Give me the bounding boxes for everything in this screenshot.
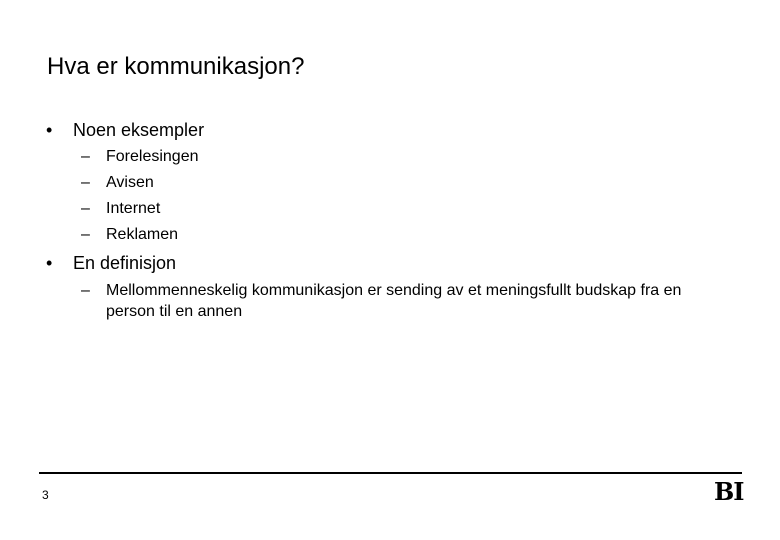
sub-item bbox=[81, 199, 160, 219]
bi-logo: BI bbox=[714, 477, 744, 506]
sub-item bbox=[81, 280, 731, 322]
dash-icon: – bbox=[81, 148, 90, 165]
sub-item-label: Avisen bbox=[106, 174, 154, 191]
slide-title: Hva er kommunikasjon? bbox=[47, 53, 305, 80]
bullet-label: En definisjon bbox=[73, 253, 177, 273]
dash-icon: – bbox=[81, 282, 90, 299]
dash-icon: – bbox=[81, 200, 90, 217]
bullet-item-definition bbox=[46, 252, 176, 274]
dash-icon: – bbox=[81, 174, 90, 191]
bullet-icon: • bbox=[46, 253, 53, 273]
sub-item-label: Forelesingen bbox=[106, 148, 199, 165]
footer-divider bbox=[39, 472, 742, 474]
sub-item-label: Internet bbox=[106, 200, 161, 217]
sub-item bbox=[81, 147, 199, 167]
sub-item bbox=[81, 173, 154, 193]
sub-item bbox=[81, 225, 178, 245]
sub-item-label: Reklamen bbox=[106, 226, 179, 243]
bullet-icon: • bbox=[46, 120, 53, 140]
dash-icon: – bbox=[81, 226, 90, 243]
bullet-label: Noen eksempler bbox=[73, 120, 205, 140]
page-number: 3 bbox=[42, 488, 49, 502]
sub-item-label: Mellommenneskelig kommunikasjon er sending av et meningsfullt budskap fra en person til en annen bbox=[106, 282, 682, 320]
bullet-item-examples bbox=[46, 119, 204, 141]
